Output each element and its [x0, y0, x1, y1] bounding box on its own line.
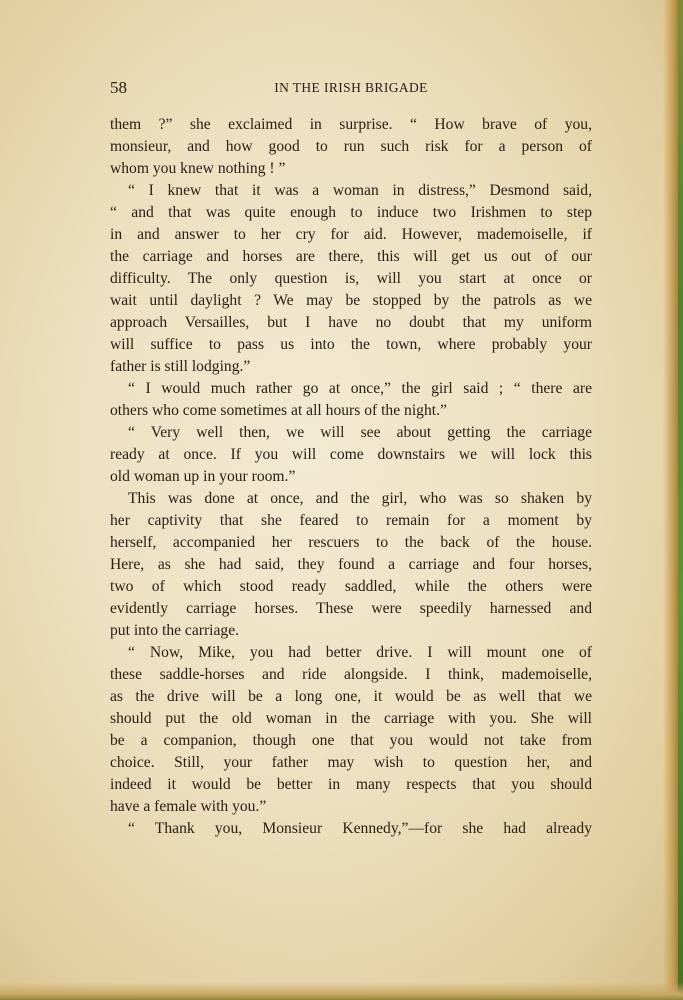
- page-bottom-edge: [0, 982, 683, 1000]
- text-line: them ?” she exclaimed in surprise. “ How brave of you,: [110, 116, 592, 133]
- text-line: herself, accompanied her rescuers to the back of the house.: [110, 534, 592, 551]
- book-title: IN THE IRISH BRIGADE: [274, 80, 428, 95]
- text-line: “ I knew that it was a woman in distress,” Desmond said,: [128, 182, 592, 199]
- text-line: have a female with you.”: [110, 798, 267, 815]
- text-line: as the drive will be a long one, it would be as well that we: [110, 688, 592, 705]
- text-line: whom you knew nothing ! ”: [110, 160, 286, 177]
- text-line: the carriage and horses are there, this will get us out of our: [110, 248, 592, 265]
- text-line: evidently carriage horses. These were speedily harnessed and: [110, 600, 592, 617]
- text-line: two of which stood ready saddled, while the others were: [110, 578, 592, 595]
- body-text: [110, 114, 592, 840]
- text-line: should put the old woman in the carriage with you. She will: [110, 710, 592, 727]
- text-line: This was done at once, and the girl, who was so shaken by: [128, 490, 592, 507]
- text-line: indeed it would be better in many respects that you should: [110, 776, 592, 793]
- text-line: “ Now, Mike, you had better drive. I will mount one of: [128, 644, 592, 661]
- book-cover-edge: [678, 0, 683, 1000]
- text-line: “ I would much rather go at once,” the girl said ; “ there are: [128, 380, 592, 397]
- text-line: monsieur, and how good to run such risk for a person of: [110, 138, 592, 155]
- text-line: these saddle-horses and ride alongside. I think, mademoiselle,: [110, 666, 592, 683]
- text-line: approach Versailles, but I have no doubt that my uniform: [110, 314, 592, 331]
- text-line: ready at once. If you will come downstairs we will lock this: [110, 446, 592, 463]
- text-line: father is still lodging.”: [110, 358, 251, 375]
- text-line: in and answer to her cry for aid. However, mademoiselle, if: [110, 226, 592, 243]
- page-number: 58: [110, 78, 127, 97]
- text-line: “ and that was quite enough to induce two Irishmen to step: [110, 204, 592, 221]
- text-line: “ Thank you, Monsieur Kennedy,”—for she had already: [128, 820, 592, 837]
- text-line: Here, as she had said, they found a carriage and four horses,: [110, 556, 592, 573]
- text-line: others who come sometimes at all hours of the night.”: [110, 402, 447, 419]
- text-line: old woman up in your room.”: [110, 468, 296, 485]
- text-line: choice. Still, your father may wish to question her, and: [110, 754, 592, 771]
- text-line: will suffice to pass us into the town, where probably your: [110, 336, 592, 353]
- text-line: be a companion, though one that you would not take from: [110, 732, 592, 749]
- running-head: [110, 78, 592, 98]
- text-line: difficulty. The only question is, will you start at once or: [110, 270, 592, 287]
- text-line: her captivity that she feared to remain for a moment by: [110, 512, 592, 529]
- text-line: put into the carriage.: [110, 622, 240, 639]
- text-line: “ Very well then, we will see about getting the carriage: [128, 424, 592, 441]
- text-line: wait until daylight ? We may be stopped by the patrols as we: [110, 292, 592, 309]
